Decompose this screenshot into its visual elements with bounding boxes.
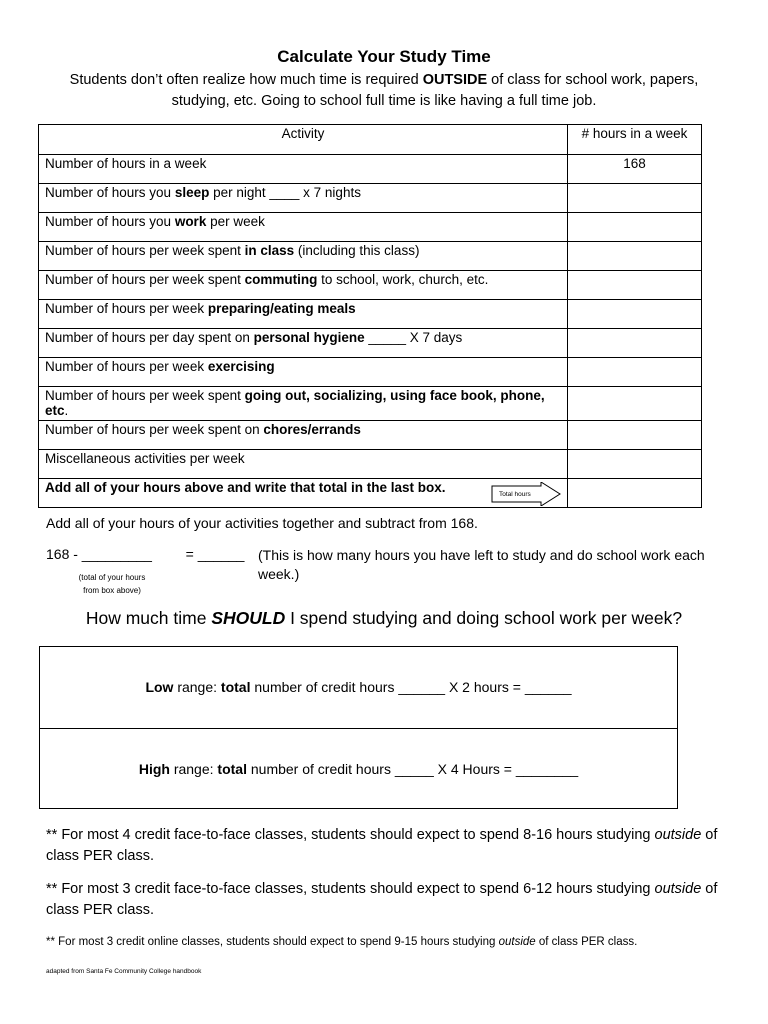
low-range-line <box>40 679 677 695</box>
hours-cell[interactable]: 168 <box>568 155 702 184</box>
hours-cell[interactable] <box>568 358 702 387</box>
activity-cell <box>39 155 568 184</box>
activity-text: Number of hours per week spent <box>45 388 245 403</box>
intro-text-bold: OUTSIDE <box>422 72 488 88</box>
table-row <box>39 213 702 242</box>
page-title: Calculate Your Study Time <box>277 47 491 66</box>
range-divider <box>40 728 677 729</box>
question-after: I spend studying and doing school work per week? <box>285 608 683 628</box>
high-label: High <box>138 761 170 777</box>
activity-table <box>38 124 702 508</box>
hours-cell[interactable] <box>568 387 702 421</box>
equation-left: 168 - _________ <box>46 546 152 562</box>
question-before: How much time <box>85 608 212 628</box>
table-row <box>39 184 702 213</box>
intro-paragraph <box>40 70 728 112</box>
note-3-credit <box>46 879 736 921</box>
table-row <box>39 242 702 271</box>
intro-text-after: of class for school work, papers, studying, etc. Going to school full time is like having a full time job. <box>171 72 699 109</box>
activity-text-end: per week <box>206 214 265 229</box>
activity-text-end: (including this class) <box>294 243 420 258</box>
activity-text-end: . <box>64 403 69 418</box>
note-3-credit-text: ** For most 3 credit face-to-face classes, students should expect to spend 6-12 hours studying <box>46 881 655 897</box>
note-4-credit-text: ** For most 4 credit face-to-face classes, students should expect to spend 8-16 hours studying <box>46 827 655 843</box>
low-range-formula: number of credit hours ______ X 2 hours = ______ <box>250 679 572 695</box>
activity-keyword: in class <box>244 243 295 258</box>
total-hours-cell[interactable] <box>568 479 702 508</box>
range-box <box>39 646 678 809</box>
high-range-formula: number of credit hours _____ X 4 Hours = ________ <box>246 761 579 777</box>
activity-text: Number of hours per week spent on <box>45 422 264 437</box>
activity-text: Number of hours per day spent on <box>45 330 254 345</box>
hours-column-header: # hours in a week <box>568 125 702 155</box>
low-range-word: range: <box>173 679 221 695</box>
activity-cell <box>39 387 568 421</box>
hours-cell[interactable] <box>568 271 702 300</box>
table-row <box>39 271 702 300</box>
table-row <box>39 155 702 184</box>
intro-text-before: Students don’t often realize how much time is required <box>69 72 423 88</box>
table-row <box>39 329 702 358</box>
note-4-credit-end: of class PER class. <box>46 827 718 864</box>
activity-cell <box>39 242 568 271</box>
subtraction-equation <box>46 546 244 562</box>
high-total-word: total <box>217 761 247 777</box>
activity-cell <box>39 271 568 300</box>
activity-cell <box>39 450 568 479</box>
hours-cell[interactable] <box>568 300 702 329</box>
note-online-text: ** For most 3 credit online classes, students should expect to spend 9-15 hours studying <box>46 936 499 948</box>
add-instruction: Add all of your hours of your activities together and subtract from 168. <box>46 515 478 531</box>
activity-text: Number of hours you <box>45 185 175 200</box>
equation-note <box>258 546 708 584</box>
activity-keyword: going out, socializing, using face book, phone, etc <box>45 388 545 418</box>
activity-keyword: commuting <box>244 272 318 287</box>
activity-text: Number of hours per week spent <box>45 272 245 287</box>
footer-credit: adapted from Santa Fe Community College handbook <box>46 968 202 975</box>
activity-keyword: sleep <box>174 185 210 200</box>
activity-cell <box>39 300 568 329</box>
total-instruction-cell <box>39 479 568 508</box>
activity-column-header: Activity <box>39 125 568 155</box>
equation-equals: = ______ <box>185 546 245 562</box>
equation-note-text: (This is how many hours you have left to study and do school work each week.) <box>258 547 705 582</box>
activity-keyword: personal hygiene <box>253 330 365 345</box>
low-label: Low <box>145 679 174 695</box>
activity-text: Number of hours you <box>45 214 175 229</box>
small-note-line-1: (total of your hours <box>78 573 146 582</box>
activity-text: Number of hours in a week <box>45 156 207 171</box>
activity-text: Number of hours per week <box>45 301 208 316</box>
activity-cell <box>39 213 568 242</box>
activity-cell <box>39 421 568 450</box>
hours-cell[interactable] <box>568 421 702 450</box>
note-online-emphasis: outside <box>498 936 536 948</box>
table-row <box>39 421 702 450</box>
table-row <box>39 358 702 387</box>
activity-text-end: _____ X 7 days <box>364 330 463 345</box>
activity-text: Number of hours per week <box>45 359 208 374</box>
note-4-credit <box>46 825 736 867</box>
note-online <box>46 932 736 953</box>
arrow-right-icon <box>491 482 561 502</box>
note-3-credit-end: of class PER class. <box>46 881 718 918</box>
table-row <box>39 450 702 479</box>
note-3-credit-emphasis: outside <box>654 881 702 897</box>
note-4-credit-emphasis: outside <box>654 827 702 843</box>
activity-text-end: to school, work, church, etc. <box>317 272 489 287</box>
note-online-end: of class PER class. <box>535 936 638 948</box>
table-row <box>39 387 702 421</box>
activity-text: Miscellaneous activities per week <box>45 451 245 466</box>
activity-text-end: per night ____ x 7 nights <box>209 185 361 200</box>
low-total-word: total <box>220 679 251 695</box>
hours-cell[interactable] <box>568 242 702 271</box>
hours-cell[interactable] <box>568 213 702 242</box>
table-row <box>39 300 702 329</box>
hours-cell[interactable] <box>568 329 702 358</box>
activity-text: Number of hours per week spent <box>45 243 245 258</box>
study-question <box>0 608 768 629</box>
total-instruction-text: Add all of your hours above and write that total in the last box. <box>45 480 446 495</box>
activity-keyword: chores/errands <box>263 422 361 437</box>
hours-cell[interactable] <box>568 450 702 479</box>
activity-cell <box>39 184 568 213</box>
hours-cell[interactable] <box>568 184 702 213</box>
small-note-line-2: from box above) <box>83 586 141 595</box>
high-range-word: range: <box>169 761 218 777</box>
question-bold: SHOULD <box>211 608 286 628</box>
high-range-line <box>40 761 677 777</box>
activity-cell <box>39 358 568 387</box>
activity-keyword: preparing/eating meals <box>207 301 356 316</box>
activity-keyword: work <box>174 214 207 229</box>
total-hours-label: Total hours <box>499 491 531 498</box>
activity-cell <box>39 329 568 358</box>
activity-keyword: exercising <box>207 359 275 374</box>
equation-small-note <box>72 571 152 597</box>
total-row <box>39 479 702 508</box>
